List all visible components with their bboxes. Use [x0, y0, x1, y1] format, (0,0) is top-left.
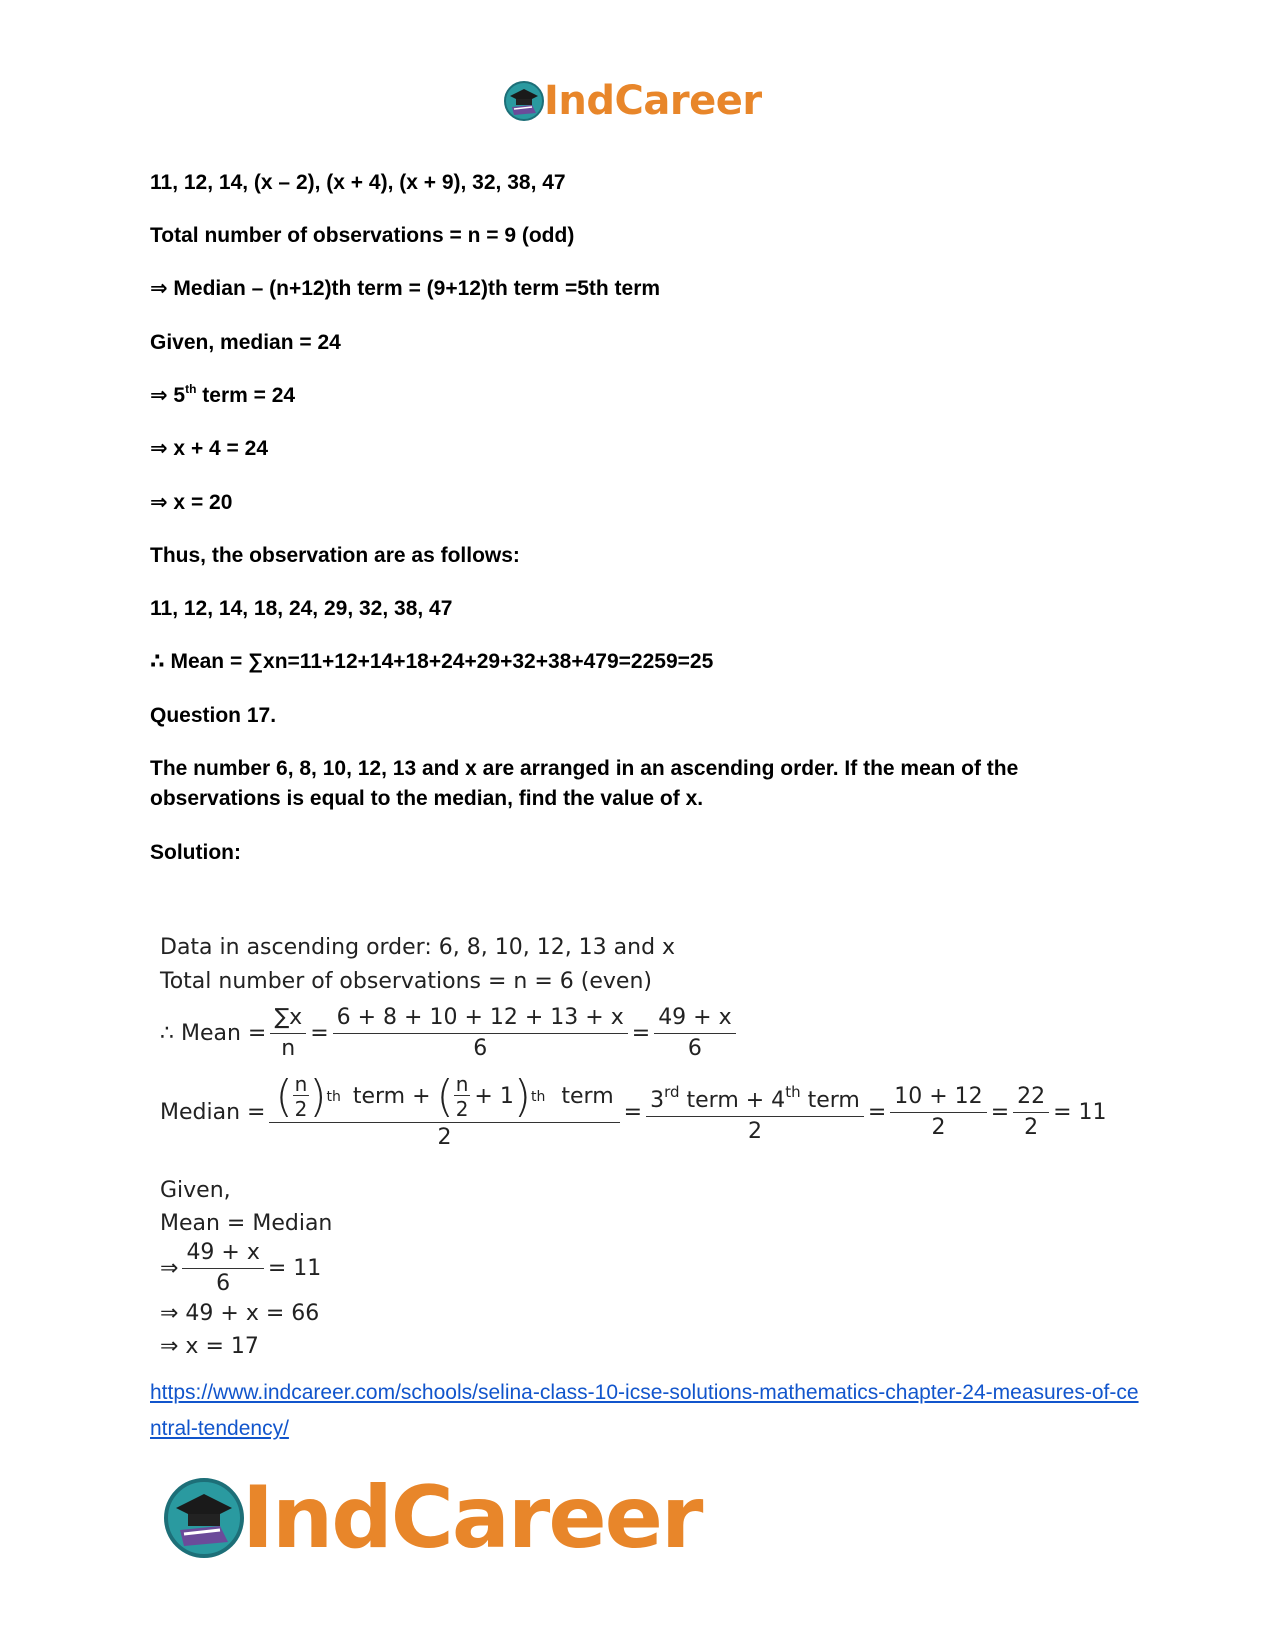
term-plus-text: term +: [352, 1083, 431, 1109]
solution-mean-equals-median: Mean = Median: [160, 1211, 333, 1236]
fraction-numerator: ∑x: [270, 1005, 306, 1034]
solution-step3: ⇒ x = 17: [160, 1334, 259, 1359]
equals-sign: =: [310, 1021, 329, 1046]
fraction-denominator: 2: [294, 1097, 308, 1121]
term-text: term: [807, 1088, 860, 1113]
fraction-denominator: 2: [455, 1097, 469, 1121]
superscript-th: th: [531, 1088, 546, 1105]
n-over-2-fraction: [454, 1073, 471, 1120]
superscript-th: th: [326, 1088, 341, 1105]
question-heading: Question 17.: [150, 704, 277, 727]
header-logo: [502, 78, 762, 124]
solution-step2: ⇒ 49 + x = 66: [160, 1301, 320, 1326]
logo-wordmark: IndCareer: [242, 1468, 702, 1568]
observations-line: 11, 12, 14, (x – 2), (x + 4), (x + 9), 32, 38, 47: [150, 171, 566, 194]
fraction-denominator: 6: [473, 1036, 488, 1061]
equals-sign: =: [623, 1099, 643, 1125]
median-term-line: ⇒ Median – (n+12)th term = (9+12)th term =5th term: [150, 277, 661, 300]
fraction-denominator: 6: [687, 1036, 702, 1061]
term-plus-four-text: term + 4: [686, 1088, 786, 1113]
fifth-term-suffix: term = 24: [196, 384, 296, 407]
equals-sign: =: [631, 1021, 651, 1046]
fifth-term-prefix: ⇒ 5: [150, 384, 186, 407]
observations-values-line: 11, 12, 14, 18, 24, 29, 32, 38, 47: [150, 597, 453, 620]
mean-prefix: ∴ Mean =: [160, 1021, 267, 1046]
x-equals-line: ⇒ x = 20: [150, 491, 233, 514]
x-plus-4-line: ⇒ x + 4 = 24: [150, 437, 269, 460]
fraction-numerator: n: [294, 1072, 308, 1096]
given-median-line: Given, median = 24: [150, 331, 341, 354]
plus-one-text: + 1: [474, 1083, 514, 1109]
graduation-cap-icon: [502, 79, 546, 123]
fraction-numerator: 6 + 8 + 10 + 12 + 13 + x: [333, 1005, 628, 1034]
implies-sign: ⇒: [160, 1256, 179, 1281]
superscript-th: th: [785, 1083, 801, 1101]
fraction-denominator: 2: [437, 1125, 452, 1150]
equals-sign: =: [990, 1099, 1010, 1125]
solution-median-row: [160, 1070, 1107, 1151]
solution-block: [160, 935, 1107, 1365]
mean-result-fraction: [654, 1005, 735, 1062]
thus-line: Thus, the observation are as follows:: [150, 544, 520, 567]
parenthesis: (: [275, 1070, 293, 1122]
mean-line: ∴ Mean = ∑xn=11+12+14+18+24+29+32+38+479=2259=25: [150, 650, 714, 673]
fraction-denominator: 2: [1024, 1114, 1039, 1140]
graduation-cap-icon: [160, 1474, 248, 1562]
fraction-denominator: 2: [931, 1114, 946, 1140]
solution-step1: [160, 1240, 321, 1297]
logo-wordmark: IndCareer: [544, 78, 762, 124]
forty-nine-plus-x-fraction: [182, 1240, 263, 1297]
n-over-2-fraction: [293, 1073, 310, 1120]
fraction-numerator: 22: [1013, 1084, 1049, 1113]
fifth-term-line: [150, 381, 295, 411]
fraction-numerator: 10 + 12: [890, 1084, 986, 1113]
three-text: 3: [650, 1088, 665, 1113]
solution-line-total: Total number of observations = n = 6 (even): [160, 969, 652, 994]
fraction-numerator: [646, 1079, 864, 1117]
superscript-rd: rd: [664, 1083, 680, 1101]
median-prefix: Median =: [160, 1099, 266, 1125]
solution-given: Given,: [160, 1178, 231, 1203]
sum-fraction: [333, 1005, 628, 1062]
solution-mean-row: [160, 1005, 740, 1062]
twenty-two-over-two-fraction: [1013, 1084, 1049, 1141]
parenthesis: ): [513, 1070, 532, 1122]
equals-sign: =: [867, 1099, 887, 1125]
third-fourth-term-fraction: [646, 1079, 864, 1145]
fraction-numerator: 49 + x: [654, 1005, 735, 1034]
solution-line-data: Data in ascending order: 6, 8, 10, 12, 13 and x: [160, 935, 676, 960]
fraction-numerator: n: [455, 1072, 469, 1096]
sum-x-over-n-fraction: [270, 1005, 306, 1062]
question-text: The number 6, 8, 10, 12, 13 and x are arranged in an ascending order. If the mean of the observations is equal to the median, find the value of x.: [150, 757, 1019, 810]
fraction-denominator: 2: [747, 1119, 762, 1144]
median-big-numerator: [269, 1070, 619, 1123]
total-observations-line: Total number of observations = n = 9 (odd): [150, 224, 575, 247]
fraction-numerator: 49 + x: [182, 1240, 263, 1269]
solution-label: Solution:: [150, 841, 241, 864]
median-big-fraction: [269, 1070, 619, 1151]
parenthesis: (: [436, 1070, 454, 1122]
fraction-denominator: 6: [216, 1271, 231, 1296]
ten-plus-twelve-fraction: [890, 1084, 986, 1141]
footer-logo: [160, 1468, 701, 1568]
equals-eleven: = 11: [1053, 1099, 1107, 1125]
fraction-denominator: n: [281, 1036, 296, 1061]
term-text: term: [561, 1083, 614, 1109]
source-link[interactable]: https://www.indcareer.com/schools/selina-class-10-icse-solutions-mathematics-chapter-24-measures-of-central-tendency/: [150, 1381, 1139, 1440]
superscript-th: th: [185, 382, 197, 396]
parenthesis: ): [309, 1070, 327, 1122]
equals-eleven: = 11: [267, 1256, 322, 1281]
